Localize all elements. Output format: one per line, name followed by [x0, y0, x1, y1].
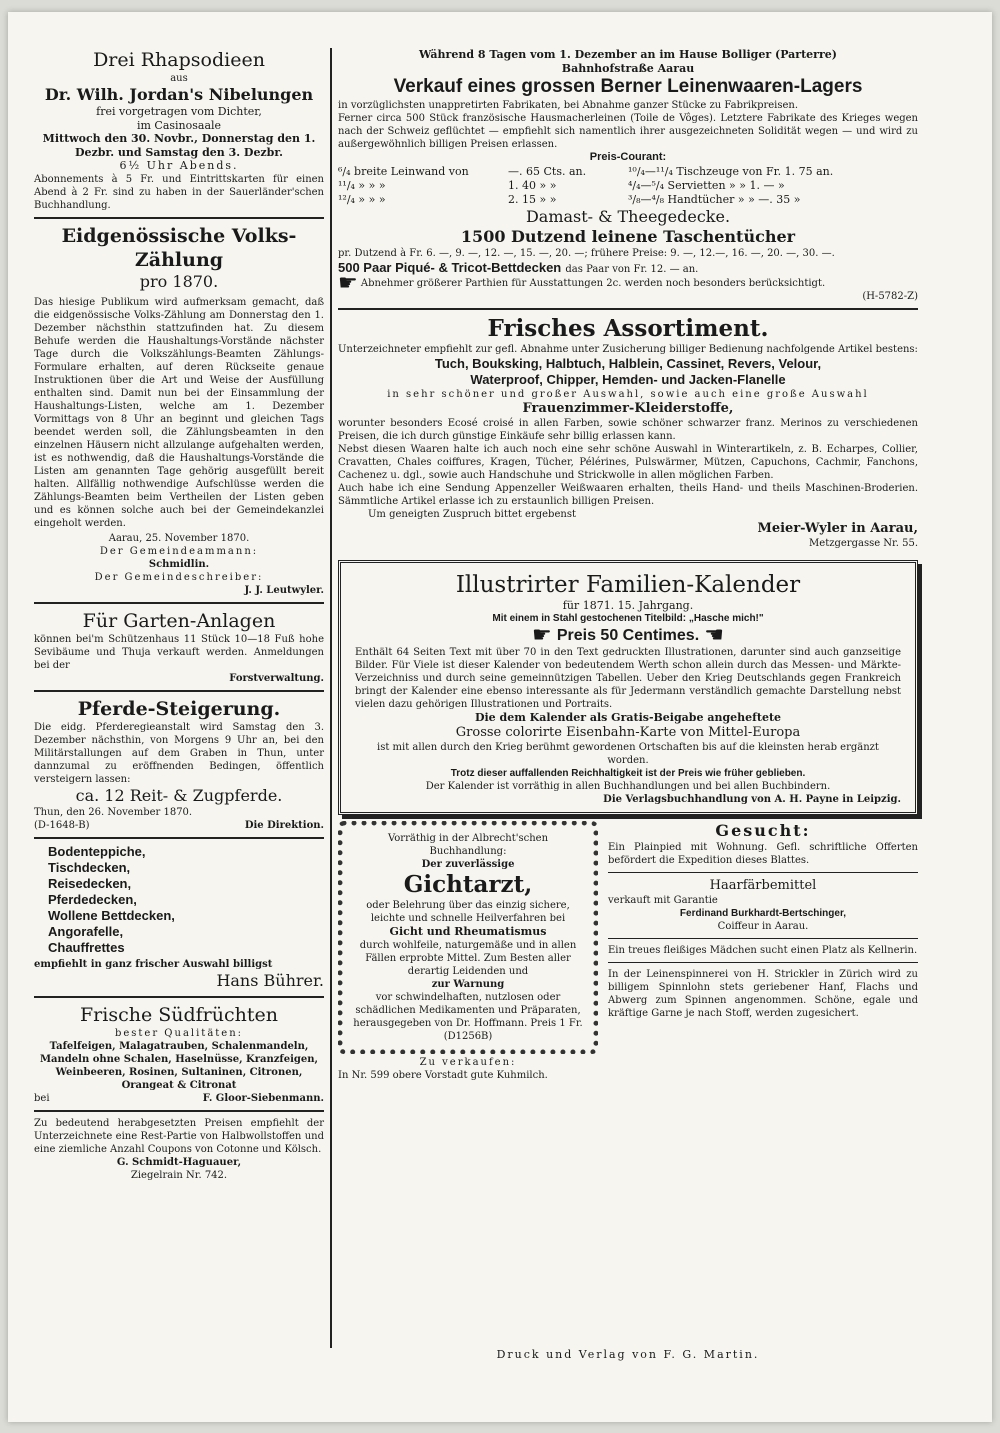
divider [34, 996, 324, 998]
divider [608, 938, 918, 939]
pferde-big: ca. 12 Reit- & Zugpferde. [75, 785, 283, 805]
price-cell: ⁶/₄ breite Leinwand von [338, 164, 469, 178]
price-row [338, 193, 918, 207]
maedchen-body: Ein treues fleißiges Mädchen sucht einen Platz als Kellnerin. [608, 944, 918, 956]
ad-garten [34, 609, 324, 685]
pferde-title: Pferde-Steigerung. [77, 697, 281, 720]
leinen-l2: Ferner circa 500 Stück französische Hausmacherleinen (Toile de Vôges). Letztere Fabrikate des Krieges wegen nach der Schweiz geflüchtet — empfiehlt sich namentlich ihrer ausgezeichneten Solidität wegen — und wird zu außergewöhnlich billigen Preisen erlassen. [338, 113, 918, 151]
leinen-top2: Bahnhofstraße Aarau [561, 61, 695, 75]
pointing-hand-icon: ☛ [532, 622, 552, 648]
teppich-item: Angorafelle, [48, 923, 124, 939]
column-divider [330, 48, 332, 1348]
assort-addr: Metzgergasse Nr. 55. [809, 537, 918, 549]
price-cell: ³/₈—⁴/₈ Handtücher » » —. 35 » [628, 192, 801, 206]
volks-year: pro 1870. [139, 271, 219, 291]
price-cell: ⁴/₄—⁵/₄ Servietten » » 1. — » [628, 178, 785, 192]
right-column [338, 48, 918, 1082]
kal-trotz: Trotz dieser auffallenden Reichhaltigkeit ist der Preis wie früher geblieben. [450, 767, 806, 779]
haar-name: Ferdinand Burkhardt-Bertschinger, [679, 907, 847, 919]
verkauf-title: Zu verkaufen: [419, 1056, 517, 1068]
newspaper-page [8, 12, 992, 1422]
gicht-big: Gicht und Rheumatismus [389, 924, 547, 938]
assort-l7: Um geneigten Zuspruch bittet ergebenst [368, 508, 576, 520]
kal-beig: Die dem Kalender als Gratis-Beigabe angeheftete [474, 711, 782, 725]
leinen-pc: Preis-Courant: [589, 151, 667, 164]
gicht-body2: durch wohlfeile, naturgemäße und in allen Fällen erprobte Mittel. Zum Besten aller derartig Leidenden und [359, 939, 577, 977]
imprint: Druck und Verlag von F. G. Martin. [496, 1348, 760, 1361]
ad-volkszaehlung [34, 224, 324, 597]
teppich-item: Pferdedecken, [48, 891, 137, 907]
teppich-sig: Hans Bührer. [216, 970, 324, 990]
leinen-damast: Damast- & Theegedecke. [525, 206, 731, 226]
assort-intro: Unterzeichneter empfiehlt zur gefl. Abnahme unter Zusicherung billiger Bedienung nachfolgende Artikel bestens: [338, 343, 918, 355]
ad-suedfruechte [34, 1003, 324, 1105]
leinen-code: (H-5782-Z) [862, 290, 918, 302]
kal-preis: Preis 50 Centimes. [556, 627, 700, 645]
volks-ga: Der Gemeindeammann: [99, 545, 259, 557]
assort-b1: Tuch, Bouksking, Halbtuch, Halblein, Cassinet, Revers, Velour, [434, 355, 822, 371]
sued-sig: F. Gloor-Siebenmann. [202, 1092, 324, 1104]
ad-kalender [338, 560, 918, 815]
ad-assortiment [338, 315, 918, 550]
sued-bei: bei [34, 1092, 50, 1104]
rhap-title: Drei Rhapsodieen [93, 49, 265, 71]
wolle-sig: G. Schmidt-Haguauer, [116, 1156, 242, 1168]
leinen-pique: 500 Paar Piqué- & Tricot-Bettdecken [338, 259, 562, 275]
ad-leinenwaaren [338, 48, 918, 303]
rhap-line4: Dezbr. und Samstag den 3. Dezbr. [75, 145, 283, 159]
sued-title: Frische Südfrüchten [79, 1003, 278, 1026]
gicht-pre: Der zuverlässige [421, 858, 515, 870]
kal-body: Enthält 64 Seiten Text mit über 70 in den Text gedruckten Illustrationen, darunter sind auch ganzseitige Bilder. Für Viele ist dieser Kalender von bedeutendem Werth schon allein durch das Messen- und Märkte-Verzeichniss und durch seine gemeinnützigen Tabellen. Ueber den Krieg Deutschlands gegen Frankreich bringt der Kalender eine ebenso interessante als für Jedermann verständlich gemachte Darstellung nebst vielen dazu gehörigen Illustrationen und Portraits. [355, 647, 901, 711]
rhap-aus: aus [170, 73, 188, 84]
kal-karte: Grosse colorirte Eisenbahn-Karte von Mittel-Europa [455, 724, 801, 740]
price-cell: 2. 15 » » [508, 192, 557, 206]
teppich-item: Wollene Bettdecken, [48, 907, 175, 923]
leinen-l1: in vorzüglichsten unappretirten Fabrikaten, bei Abnahme ganzer Stücke zu Fabrikpreisen. [338, 100, 799, 112]
ad-gichtarzt [338, 821, 598, 1054]
teppich-item: Bodenteppiche, [48, 843, 146, 859]
volks-date: Aarau, 25. November 1870. [108, 532, 250, 544]
pferde-code: (D-1648-B) [34, 819, 90, 831]
left-column [34, 48, 324, 1182]
leinen-head: Verkauf eines grossen Berner Leinenwaaren-Lagers [393, 76, 863, 98]
sued-body: Tafelfeigen, Malagatrauben, Schalenmandeln, Mandeln ohne Schalen, Haselnüsse, Kranzfeigen, Weinbeeren, Rosinen, Sultaninen, Citronen, Orangeat & Citronat [39, 1040, 319, 1091]
gicht-title: Gichtarzt, [403, 870, 533, 898]
divider [608, 962, 918, 963]
verkauf-body: In Nr. 599 obere Vorstadt gute Kuhmilch. [338, 1069, 548, 1081]
gicht-warn: zur Warnung [431, 978, 505, 990]
garten-body: können bei'm Schützenhaus 11 Stück 10—18 Fuß hohe Sevibäume und Thuja verkauft werden. Anmeldungen bei der [34, 633, 324, 671]
kal-title: Illustrirter Familien-Kalender [455, 571, 801, 598]
kal-sig: Die Verlagsbuchhandlung von A. H. Payne in Leipzig. [603, 793, 901, 805]
price-cell: ¹¹/₄ » » » [338, 178, 386, 192]
gicht-body3: vor schwindelhaften, nutzlosen oder schädlichen Medikamenten und Präparaten, herausgegeben von Dr. Hoffmann. Preis 1 Fr. (D1256B) [353, 991, 583, 1042]
haar-l2: Coiffeur in Aarau. [717, 920, 809, 932]
pointing-hand-icon: ☚ [704, 622, 724, 648]
pferde-place: Thun, den 26. November 1870. [34, 806, 193, 818]
garten-sig: Forstverwaltung. [229, 672, 324, 684]
volks-ga-name: Schmidlin. [148, 558, 210, 570]
rhap-line1: frei vorgetragen vom Dichter, [96, 105, 262, 118]
kal-karte2: ist mit allen durch den Krieg berühmt gewordenen Ortschaften bis auf die kleinsten herab ergänzt worden. [377, 741, 879, 766]
teppich-line: empfiehlt in ganz frischer Auswahl billigst [34, 958, 273, 970]
volks-gs-name: J. J. Leutwyler. [244, 584, 324, 596]
divider [34, 1110, 324, 1112]
teppich-item: Chauffrettes [48, 939, 125, 955]
divider [34, 837, 324, 839]
teppich-item: Tischdecken, [48, 859, 131, 875]
rhap-line2: im Casinosaale [136, 118, 222, 132]
teppich-item: Reisedecken, [48, 875, 132, 891]
volks-title: Eidgenössische Volks-Zählung [61, 224, 297, 271]
assort-b2: Waterproof, Chipper, Hemden- und Jacken-Flanelle [470, 371, 786, 387]
divider [34, 217, 324, 219]
gicht-top: Vorräthig in der Albrecht'schen Buchhandlung: [387, 832, 549, 857]
ad-pferde [34, 697, 324, 832]
price-row [338, 165, 918, 179]
assort-sig: Meier-Wyler in Aarau, [757, 520, 918, 536]
leinen-pique-p: das Paar von Fr. 12. — an. [565, 263, 699, 275]
price-cell: 1. 40 » » [508, 178, 557, 192]
volks-body: Das hiesige Publikum wird aufmerksam gemacht, daß die eidgenössische Volks-Zählung am Donnerstag den 1. Dezember nächsthin stattzufinden hat. Zu diesem Behufe werden die Haushaltungs-Vorstände nächster Tage durch die Volkszählungs-Beamten Zählungs-Formulare erhalten, auf deren Rückseite genaue Instruktionen über die Art und Weise der Ausfüllung enthalten sind. Damit nun bei der Einsammlung der Haushaltungs-Listen, welche am 1. Dezember Vormittags von 8 Uhr an beginnt und gleichen Tags beendet werden soll, die Zählungsbeamten in den einzelnen Häusern nicht allzulange aufgehalten werden, ist es nothwendig, daß die Haushaltungs-Vorstände die Listen am genannten Tage gehörig ausgefüllt bereit halten. Allfällig nothwendige Aufschlüsse werden die Zählungs-Beamten beim Vertheilen der Listen geben und es können solche auch bei der Gemeindekanzlei eingeholt werden. [34, 296, 324, 529]
divider [34, 602, 324, 604]
assort-title: Frisches Assortiment. [487, 314, 769, 342]
pferde-sig: Die Direktion. [244, 819, 324, 831]
kal-year: für 1871. 15. Jahrgang. [562, 598, 694, 612]
price-cell: ¹⁰/₄—¹¹/₄ Tischzeuge von Fr. 1. 75 an. [628, 164, 834, 178]
rhap-line3: Mittwoch den 30. Novbr., Donnerstag den 1. [42, 132, 316, 146]
assort-l5: Nebst diesen Waaren halte ich auch noch eine sehr schöne Auswahl in Winterartikeln, z. B. Echarpes, Collier, Cravatten, Chales coiffures, Kragen, Tücher, Pélérines, Pulswärmer, Mützen, Capuchons, Cachmir, Fanchons, Cachenez u. dgl., sowie auch Handschuhe und Strickwolle in allen möglichen Farben. [338, 443, 918, 481]
leinen-top1: Während 8 Tagen vom 1. Dezember an im Hause Bolliger (Parterre) [419, 48, 837, 61]
bottom-ads [338, 821, 918, 1082]
garten-title: Für Garten-Anlagen [82, 609, 276, 632]
wolle-body: Zu bedeutend herabgesetzten Preisen empfiehlt der Unterzeichnete eine Rest-Partie von Halbwollstoffen und eine ziemliche Anzahl Coupons von Cotonne und Kölsch. [34, 1117, 324, 1155]
haar-title: Haarfärbemittel [709, 877, 817, 893]
assort-l6: Auch habe ich eine Sendung Appenzeller Weißwaaren erhalten, theils Hand- und theils Maschinen-Broderien. Sämmtliche Artikel erlasse ich zu erstaunlich billigen Preisen. [338, 482, 918, 507]
assort-l4: worunter besonders Ecosé croisé in allen Farben, sowie schöner schwarzer franz. Merinos zu verschiedenen Preisen, die ich durch günstige Einkäufe sehr billig erlassen kann. [338, 417, 918, 442]
volks-gs: Der Gemeindeschreiber: [94, 571, 264, 583]
divider [608, 872, 918, 873]
gicht-body: oder Belehrung über das einzig sichere, leichte und schnelle Heilverfahren bei [366, 899, 570, 924]
ad-rhapsodieen [34, 48, 324, 212]
rhap-line5: 6½ Uhr Abends. [119, 159, 239, 173]
wolle-addr: Ziegelrain Nr. 742. [130, 1169, 228, 1181]
rhap-line6: Abonnements à 5 Fr. und Eintrittskarten für einen Abend à 2 Fr. sind zu haben in der Sauerländer'schen Buchhandlung. [34, 173, 324, 211]
gesucht-title: Gesucht: [715, 820, 811, 840]
leinen-abn: Abnehmer größerer Parthien für Ausstattungen 2c. werden noch besonders berücksichtigt. [360, 277, 826, 289]
price-row [338, 179, 918, 193]
divider [338, 308, 918, 310]
spinn-body: In der Leinenspinnerei von H. Strickler in Zürich wird zu billigem Spinnlohn stets geriebener Hanf, Flachs und Abwerg zum Spinnen angenommen. Schöne, egale und kräftige Garne je nach Stoff, werden zugesichert. [608, 968, 918, 1019]
sued-sub: bester Qualitäten: [114, 1027, 244, 1039]
ad-halbwolle [34, 1117, 324, 1182]
assort-l3: in sehr schöner und großer Auswahl, sowie auch eine große Auswahl [387, 388, 869, 400]
gesucht-body: Ein Plainpied mit Wohnung. Gefl. schriftliche Offerten befördert die Expedition dieses Blattes. [608, 841, 918, 866]
leinen-tuch: 1500 Dutzend leinene Taschentücher [460, 226, 796, 246]
price-cell: ¹²/₄ » » » [338, 192, 386, 206]
ad-teppiche [34, 844, 324, 956]
leinen-tuch-p: pr. Dutzend à Fr. 6. —, 9. —, 12. —, 15. —, 20. —; frühere Preise: 9. —, 12.—, 16. —, 20. —, 30. —. [338, 247, 835, 259]
pointing-hand-icon: ☛ [338, 270, 358, 296]
pferde-body: Die eidg. Pferderegieanstalt wird Samstag den 3. Dezember nächsthin, von Morgens 9 Uhr an, bei den Militärstallungen auf dem Graben in Thun, unter dannzumal zu eröffnenden Bedingen, öffentlich versteigern lassen: [34, 721, 324, 785]
kal-stahl: Mit einem in Stahl gestochenen Titelbild: „Hasche mich!" [492, 613, 764, 625]
rhap-name: Dr. Wilh. Jordan's Nibelungen [44, 85, 314, 104]
haar-l1: verkauft mit Garantie [608, 894, 718, 906]
assort-frau: Frauenzimmer-Kleiderstoffe, [522, 400, 734, 416]
kal-vorr: Der Kalender ist vorräthig in allen Buchhandlungen und bei allen Buchbindern. [425, 780, 831, 792]
divider [34, 690, 324, 692]
price-cell: —. 65 Cts. an. [508, 164, 587, 178]
